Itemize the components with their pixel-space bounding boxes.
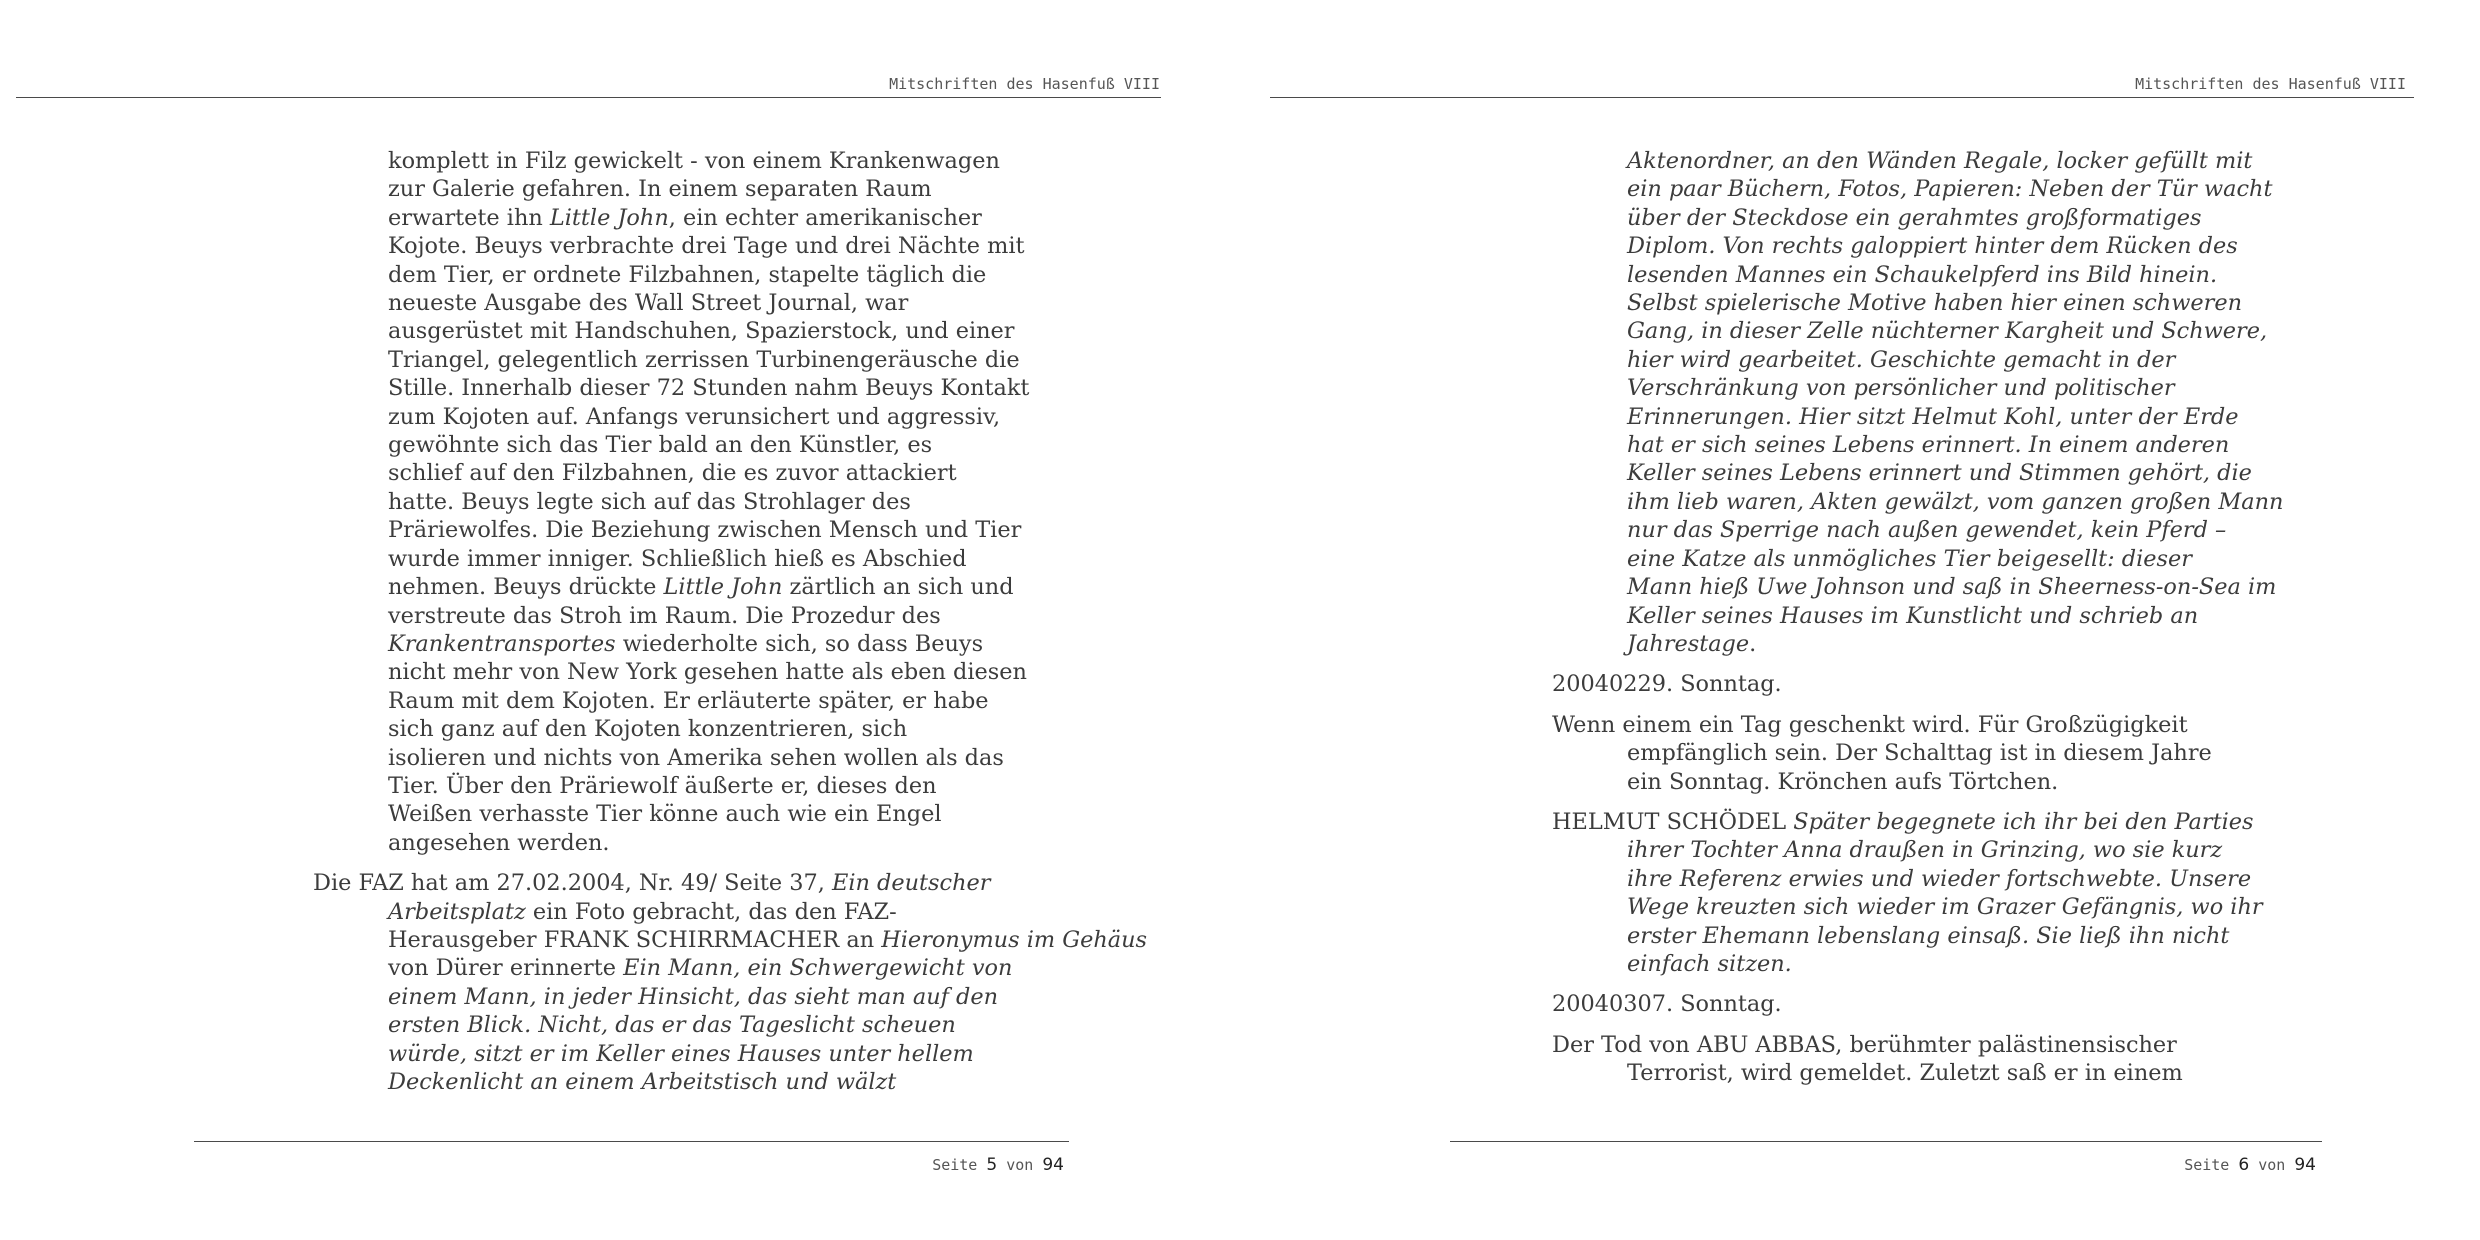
italic-text-segment: Verschränkung von persönlicher und politischer [1627, 375, 2175, 402]
text-segment: erwartete ihn [388, 204, 550, 231]
text-segment: nehmen. Beuys drückte [388, 574, 664, 601]
text-segment: zur Galerie gefahren. In einem separaten Raum [388, 176, 932, 203]
text-segment: Präriewolfes. Die Beziehung zwischen Mensch und Tier [388, 517, 1022, 544]
italic-text-segment: ein paar Büchern, Fotos, Papieren: Neben der Tür wacht [1627, 176, 2273, 203]
text-line [1552, 403, 2422, 431]
of-label: von [2258, 1156, 2286, 1174]
italic-text-segment: hier wird gearbeitet. Geschichte gemacht in der [1627, 346, 2176, 373]
text-line [313, 147, 1123, 175]
italic-text-segment: würde, sitzt er im Keller eines Hauses unter hellem [388, 1040, 974, 1067]
italic-text-segment: einfach sitzen. [1627, 950, 1792, 977]
text-line [1552, 573, 2422, 601]
text-segment: Der Tod von ABU ABBAS, berühmter palästinensischer [1552, 1031, 2177, 1058]
text-segment: neueste Ausgabe des Wall Street Journal, war [388, 290, 909, 317]
text-line [313, 317, 1123, 345]
text-segment: 20040229. Sonntag. [1552, 671, 1782, 698]
text-line [1552, 289, 2422, 317]
text-line [1552, 922, 2422, 950]
text-line [1552, 602, 2422, 630]
total-pages: 94 [1042, 1155, 1064, 1175]
text-line [313, 954, 1123, 982]
text-line [1552, 459, 2422, 487]
text-segment: von Dürer erinnerte [388, 955, 624, 982]
text-line [313, 573, 1123, 601]
text-line [1552, 204, 2422, 232]
text-segment: gewöhnte sich das Tier bald an den Künstler, es [388, 432, 933, 459]
text-line [1552, 317, 2422, 345]
text-segment: wurde immer inniger. Schließlich hieß es Abschied [388, 545, 967, 572]
text-line [1552, 261, 2422, 289]
text-line [1552, 374, 2422, 402]
italic-text-segment: Ein Mann, ein Schwergewicht von [623, 955, 1013, 982]
text-segment: dem Tier, er ordnete Filzbahnen, stapelte täglich die [388, 261, 987, 288]
header-rule [1270, 97, 2414, 98]
page-number: 5 [986, 1155, 998, 1175]
italic-text-segment: Krankentransportes [388, 630, 616, 657]
text-line [1552, 950, 2422, 978]
italic-text-segment: Hieronymus im Gehäus [881, 926, 1148, 953]
text-segment: ein Sonntag. Krönchen aufs Törtchen. [1627, 768, 2059, 795]
running-header: Mitschriften des Hasenfuß VIII [889, 75, 1160, 93]
text-line [313, 488, 1123, 516]
text-line [1552, 739, 2422, 767]
text-segment: Wenn einem ein Tag geschenkt wird. Für Großzügigkeit [1552, 711, 2188, 738]
text-segment: Weißen verhasste Tier könne auch wie ein Engel [388, 801, 942, 828]
text-segment: Herausgeber FRANK SCHIRRMACHER an [388, 926, 882, 953]
text-line [1552, 768, 2422, 796]
text-segment: nicht mehr von New York gesehen hatte als eben diesen [388, 659, 1027, 686]
text-segment: Raum mit dem Kojoten. Er erläuterte später, er habe [388, 687, 989, 714]
italic-text-segment: Deckenlicht an einem Arbeitstisch und wälzt [388, 1069, 897, 1095]
text-line [1552, 346, 2422, 374]
running-header: Mitschriften des Hasenfuß VIII [2135, 75, 2406, 93]
italic-text-segment: Little John [663, 574, 783, 601]
text-line [313, 459, 1123, 487]
italic-text-segment: nur das Sperrige nach außen gewendet, kein Pferd – [1627, 517, 2227, 544]
text-segment: schlief auf den Filzbahnen, die es zuvor attackiert [388, 460, 957, 487]
italic-text-segment: Mann hieß Uwe Johnson und saß in Sheerness-on-Sea im [1627, 574, 2277, 601]
text-line [313, 431, 1123, 459]
text-segment: komplett in Filz gewickelt - von einem Krankenwagen [388, 148, 1000, 174]
text-line [313, 175, 1123, 203]
text-line [313, 687, 1123, 715]
text-segment: zärtlich an sich und [782, 574, 1014, 601]
page-body [1552, 147, 2422, 1088]
text-line [1552, 1031, 2422, 1059]
text-line [1552, 545, 2422, 573]
italic-text-segment: ihrer Tochter Anna draußen in Grinzing, wo sie kurz [1627, 837, 2223, 864]
italic-text-segment: eine Katze als unmögliches Tier beigesellt: dieser [1627, 545, 2192, 572]
text-segment: hatte. Beuys legte sich auf das Strohlager des [388, 488, 911, 515]
text-line [313, 744, 1123, 772]
page-label: Seite [932, 1156, 978, 1174]
italic-text-segment: erster Ehemann lebenslang einsaß. Sie ließ ihn nicht [1627, 922, 2230, 949]
text-line [1552, 431, 2422, 459]
text-line [313, 602, 1123, 630]
italic-text-segment: Arbeitsplatz [388, 898, 526, 925]
text-segment: Die FAZ hat am 27.02.2004, Nr. 49/ Seite 37, [313, 870, 832, 897]
text-line [1552, 808, 2422, 836]
italic-text-segment: ersten Blick. Nicht, das er das Tageslicht scheuen [388, 1012, 956, 1039]
italic-text-segment: Keller seines Hauses im Kunstlicht und schrieb an [1627, 602, 2199, 629]
text-line [313, 630, 1123, 658]
text-line [1552, 711, 2422, 739]
text-line [313, 1068, 1123, 1096]
text-line [313, 346, 1123, 374]
italic-text-segment: Jahrestage [1627, 630, 1750, 657]
text-line [1552, 175, 2422, 203]
text-segment: verstreute das Stroh im Raum. Die Prozedur des [388, 602, 941, 629]
page-number: 6 [2238, 1155, 2250, 1175]
text-segment: sich ganz auf den Kojoten konzentrieren, sich [388, 716, 908, 743]
italic-text-segment: Gang, in dieser Zelle nüchterner Kargheit und Schwere, [1627, 318, 2268, 345]
text-line [1552, 1059, 2422, 1087]
italic-text-segment: ihre Referenz erwies und wieder fortschwebte. Unsere [1627, 865, 2252, 892]
text-line [313, 261, 1123, 289]
italic-text-segment: einem Mann, in jeder Hinsicht, das sieht man auf den [388, 983, 999, 1010]
of-label: von [1006, 1156, 1034, 1174]
italic-text-segment: Selbst spielerische Motive haben hier einen schweren [1627, 290, 2243, 317]
text-segment: Tier. Über den Präriewolf äußerte er, dieses den [388, 772, 937, 799]
text-line [313, 204, 1123, 232]
text-segment: isolieren und nichts von Amerika sehen wollen als das [388, 744, 1004, 771]
text-segment: zum Kojoten auf. Anfangs verunsichert und aggressiv, [388, 403, 1001, 430]
header-rule [16, 97, 1161, 98]
italic-text-segment: lesenden Mannes ein Schaukelpferd ins Bild hinein. [1627, 261, 2218, 288]
text-segment: angesehen werden. [388, 829, 610, 856]
total-pages: 94 [2294, 1155, 2316, 1175]
footer-rule [194, 1141, 1069, 1142]
italic-text-segment: hat er sich seines Lebens erinnert. In einem anderen [1627, 432, 2230, 459]
text-line [1552, 836, 2422, 864]
text-line [313, 658, 1123, 686]
page-footer [932, 1155, 1064, 1175]
text-segment: , ein echter amerikanischer [668, 204, 982, 231]
text-line [313, 516, 1123, 544]
text-segment: 20040307. Sonntag. [1552, 991, 1782, 1018]
page-right [1240, 0, 2480, 1240]
italic-text-segment: Wege kreuzten sich wieder im Grazer Gefängnis, wo ihr [1627, 894, 2263, 921]
text-segment: Terrorist, wird gemeldet. Zuletzt saß er in einem [1627, 1060, 2183, 1087]
text-line [1552, 232, 2422, 260]
text-segment: HELMUT SCHÖDEL [1552, 808, 1794, 835]
text-line [1552, 488, 2422, 516]
text-line [1552, 990, 2422, 1018]
text-line [1552, 147, 2422, 175]
text-line [313, 1040, 1123, 1068]
text-segment: Triangel, gelegentlich zerrissen Turbinengeräusche die [388, 346, 1020, 373]
italic-text-segment: Keller seines Lebens erinnert und Stimmen gehört, die [1627, 460, 2252, 487]
text-line [313, 545, 1123, 573]
text-line [1552, 630, 2422, 658]
text-line [313, 926, 1148, 954]
text-line [1552, 893, 2422, 921]
text-segment: ausgerüstet mit Handschuhen, Spazierstock, und einer [388, 318, 1015, 345]
text-line [313, 715, 1123, 743]
italic-text-segment: Ein deutscher [832, 870, 991, 897]
italic-text-segment: Aktenordner, an den Wänden Regale, locker gefüllt mit [1627, 148, 2253, 174]
text-line [1552, 516, 2422, 544]
text-line [313, 232, 1123, 260]
page-body [313, 147, 1148, 1096]
text-line [1552, 670, 2422, 698]
italic-text-segment: Später begegnete ich ihr bei den Parties [1793, 808, 2254, 835]
footer-rule [1450, 1141, 2322, 1142]
text-line [313, 983, 1123, 1011]
text-segment: . [1749, 630, 1757, 657]
text-line [1552, 865, 2422, 893]
text-line [313, 403, 1123, 431]
text-line [313, 289, 1123, 317]
text-line [313, 1011, 1123, 1039]
text-line [313, 772, 1123, 800]
text-segment: Kojote. Beuys verbrachte drei Tage und drei Nächte mit [388, 233, 1025, 260]
text-segment: Stille. Innerhalb dieser 72 Stunden nahm Beuys Kontakt [388, 375, 1030, 402]
text-segment: ein Foto gebracht, das den FAZ- [525, 898, 897, 925]
italic-text-segment: Diplom. Von rechts galoppiert hinter dem Rücken des [1627, 233, 2238, 260]
text-line [313, 800, 1123, 828]
text-segment: wiederholte sich, so dass Beuys [615, 630, 984, 657]
page-footer [2184, 1155, 2316, 1175]
text-line [313, 898, 1123, 926]
text-line [313, 829, 1123, 857]
text-line [313, 374, 1123, 402]
text-line [313, 869, 1123, 897]
italic-text-segment: ihm lieb waren, Akten gewälzt, vom ganzen großen Mann [1627, 488, 2284, 515]
text-segment: empfänglich sein. Der Schalttag ist in diesem Jahre [1627, 740, 2212, 767]
italic-text-segment: über der Steckdose ein gerahmtes großformatiges [1627, 204, 2202, 231]
page-label: Seite [2184, 1156, 2230, 1174]
italic-text-segment: Erinnerungen. Hier sitzt Helmut Kohl, unter der Erde [1627, 403, 2239, 430]
italic-text-segment: Little John [549, 204, 669, 231]
